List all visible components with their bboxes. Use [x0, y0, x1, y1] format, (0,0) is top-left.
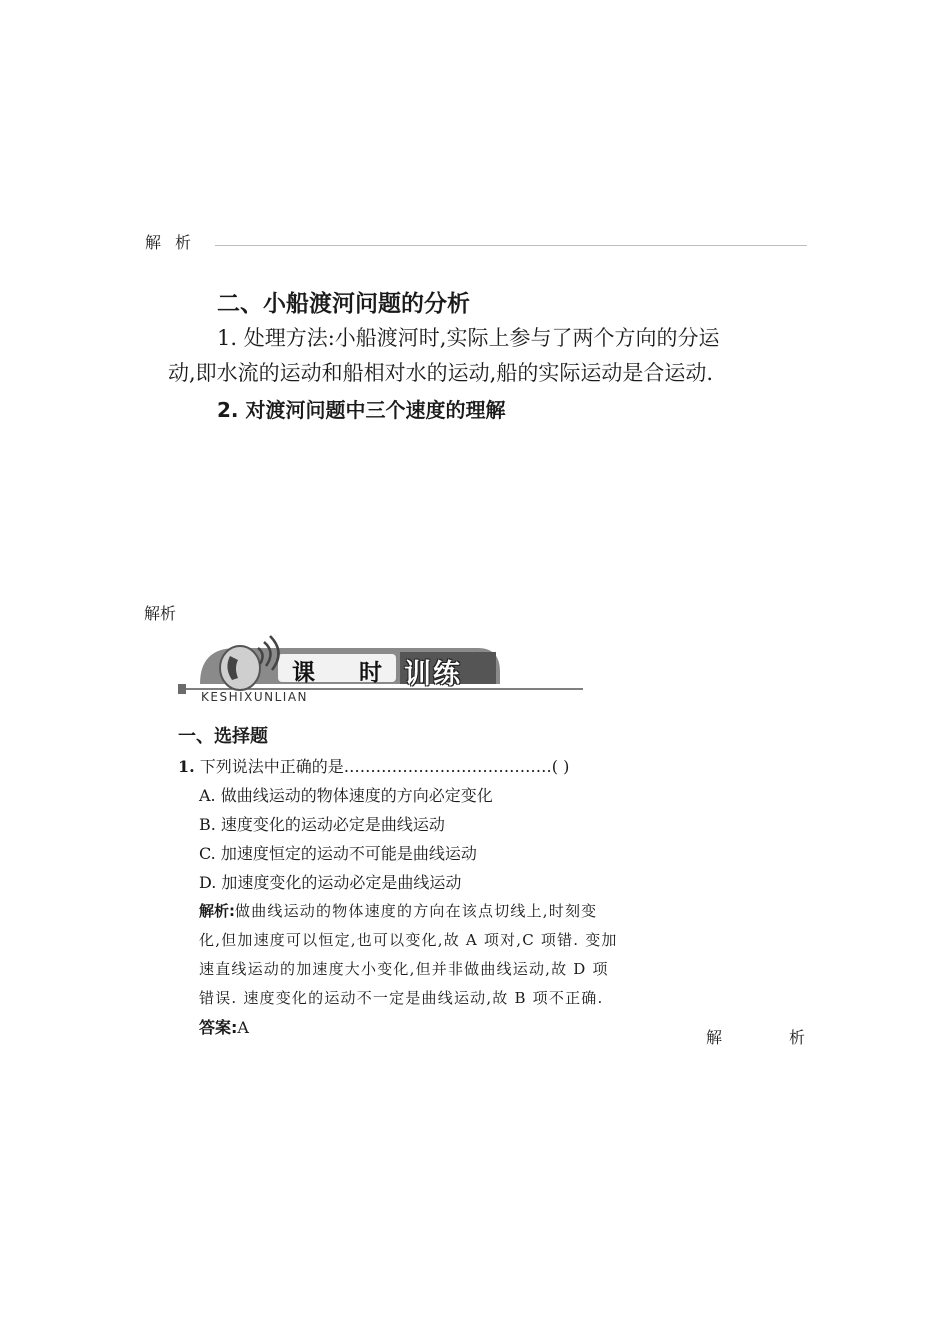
analysis-line-2: 化,但加速度可以恒定,也可以变化,故 A 项对,C 项错. 变加	[199, 931, 618, 949]
paragraph-1-line-1: 1. 处理方法:小船渡河时,实际上参与了两个方向的分运	[217, 326, 720, 350]
option-a: A. 做曲线运动的物体速度的方向必定变化	[199, 786, 493, 805]
question-section-heading: 一、选择题	[178, 726, 268, 747]
analysis-label: 解析:	[199, 902, 235, 920]
answer-line	[199, 1015, 249, 1038]
answer-label: 答案:	[199, 1018, 238, 1037]
paragraph-1-line-2: 动,即水流的运动和船相对水的运动,船的实际运动是合运动.	[168, 361, 714, 385]
question-1	[178, 754, 569, 777]
section-title: 二、小船渡河问题的分析	[217, 291, 470, 317]
question-1-stem: 下列说法中正确的是…………………………………( )	[199, 757, 570, 776]
analysis-line-1	[199, 900, 597, 921]
analysis-label-top-char2: 析	[175, 233, 192, 252]
analysis-label-bottom-char2: 析	[789, 1028, 806, 1047]
banner-left-block	[178, 684, 186, 694]
option-c: C. 加速度恒定的运动不可能是曲线运动	[199, 844, 477, 863]
option-b: B. 速度变化的运动必定是曲线运动	[199, 815, 445, 834]
analysis-label-top	[145, 230, 191, 253]
analysis-line-4: 错误. 速度变化的运动不一定是曲线运动,故 B 项不正确.	[199, 989, 604, 1007]
banner-text-right: 训练	[404, 659, 462, 690]
analysis-text-1: 做曲线运动的物体速度的方向在该点切线上,时刻变	[235, 902, 598, 920]
banner-pinyin: KESHIXUNLIAN	[201, 690, 309, 704]
banner-text-left: 课 时	[292, 660, 401, 686]
option-d: D. 加速度变化的运动必定是曲线运动	[199, 873, 462, 892]
analysis-label-mid: 解析	[144, 604, 177, 623]
top-divider	[215, 245, 807, 246]
analysis-label-bottom-char1: 解	[706, 1028, 723, 1047]
analysis-line-3: 速直线运动的加速度大小变化,但并非做曲线运动,故 D 项	[199, 960, 609, 978]
paragraph-2: 2. 对渡河问题中三个速度的理解	[217, 398, 506, 422]
answer-value: A	[237, 1018, 249, 1037]
analysis-label-top-char1: 解	[145, 233, 162, 252]
question-1-number: 1.	[178, 757, 195, 776]
